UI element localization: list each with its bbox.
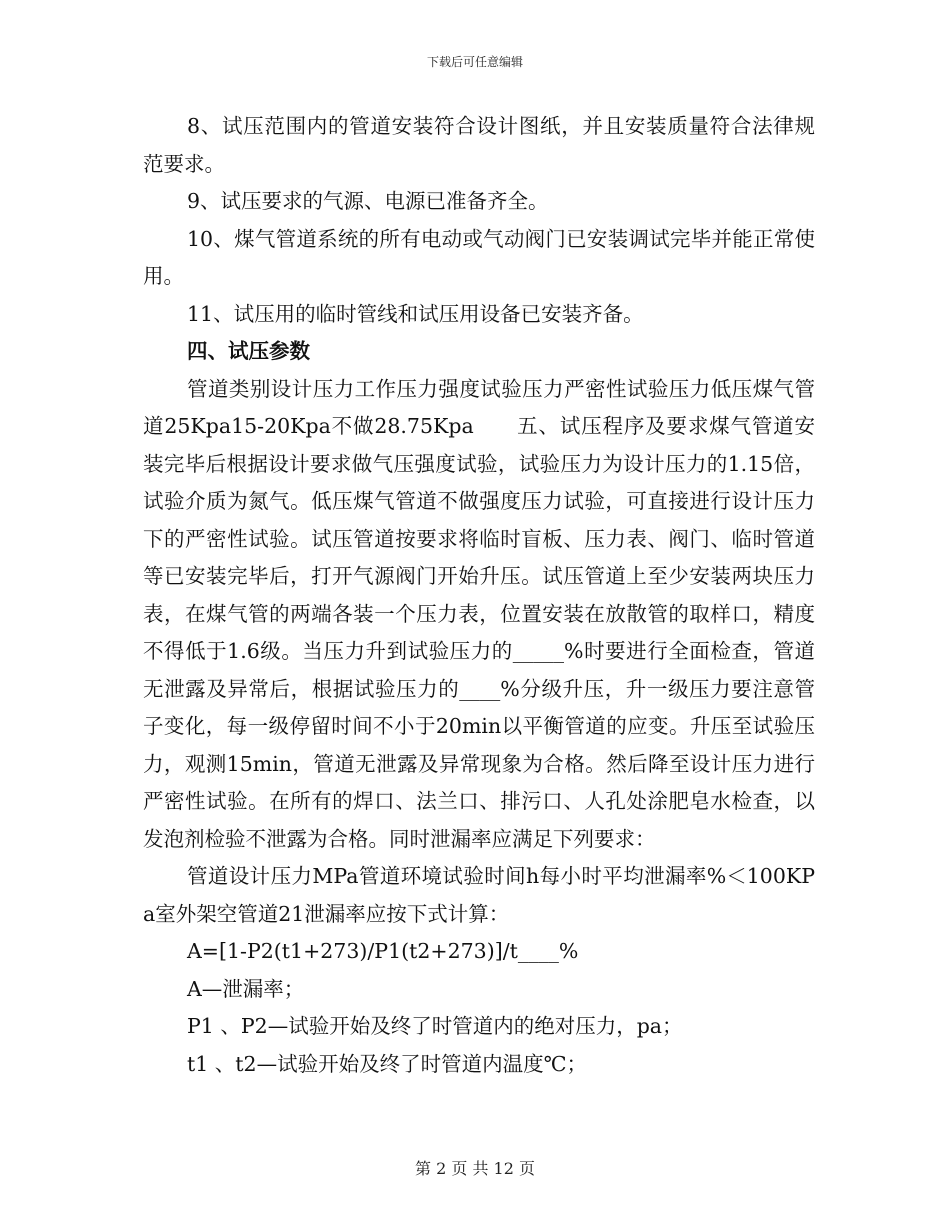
paragraph-test-procedure: 管道类别设计压力工作压力强度试验压力严密性试验压力低压煤气管道25Kpa15-20Kpa不做28.75Kpa 五、试压程序及要求煤气管道安装完毕后根据设计要求做气压强度试验，试验压力为设计压力的1.15倍，试验介质为氮气。低压煤气管道不做强度压力试验，可直接进行设计压力下的严密性试验。试压管道按要求将临时盲板、压力表、阀门、临时管道等已安装完毕后，打开气源阀门开始升压。试压管道上至少安装两块压力表，在煤气管的两端各装一个压力表，位置安装在放散管的取样口，精度不得低于1.6级。当压力升到试验压力的_____%时要进行全面检查，管道无泄露及异常后，根据试验压力的____%分级升压，升一级压力要注意管子变化，每一级停留时间不小于20min以平衡管道的应变。升压至试验压力，观测15min，管道无泄露及异常现象为合格。然后降至设计压力进行严密性试验。在所有的焊口、法兰口、排污口、人孔处涂肥皂水检查，以发泡剂检验不泄露为合格。同时泄漏率应满足下列要求：: [143, 376, 815, 851]
paragraph-item-8: 8、试压范围内的管道安装符合设计图纸，并且安装质量符合法律规范要求。: [143, 114, 815, 176]
definition-p: P1 、P2—试验开始及终了时管道内的绝对压力，pa；: [187, 1014, 683, 1038]
formula: A=[1-P2(t1+273)/P1(t2+273)]/t____%: [187, 939, 579, 963]
document-body: [143, 108, 815, 1083]
page-footer: 第 2 页 共 12 页: [415, 1159, 535, 1178]
definition-t: t1 、t2—试验开始及终了时管道内温度℃；: [187, 1051, 588, 1076]
section-heading: 四、试压参数: [187, 339, 310, 363]
page-header: 下载后可任意编辑: [426, 55, 523, 69]
paragraph-item-10: 10、煤气管道系统的所有电动或气动阀门已安装调试完毕并能正常使用。: [143, 226, 815, 288]
paragraph-item-11: 11、试压用的临时管线和试压用设备已安装齐备。: [187, 301, 644, 326]
paragraph-item-9: 9、试压要求的气源、电源已准备齐全。: [187, 189, 549, 213]
paragraph-leak-rate: 管道设计压力MPa管道环境试验时间h每小时平均泄漏率%＜100KPa室外架空管道21泄漏率应按下式计算：: [143, 864, 815, 926]
definition-a: A—泄漏率；: [187, 976, 305, 1001]
